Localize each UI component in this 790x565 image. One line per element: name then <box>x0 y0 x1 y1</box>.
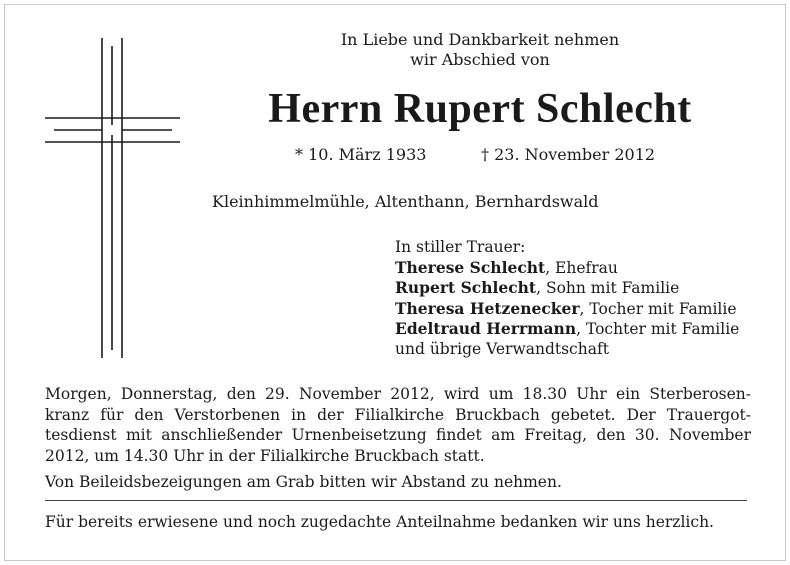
life-dates <box>295 145 695 165</box>
announcement-paragraph <box>45 384 751 466</box>
condolence-note: Von Beileidsbezeigungen am Grab bitten wir Abstand zu nehmen. <box>45 473 562 491</box>
mourner-name: Rupert Schlecht <box>395 278 537 297</box>
announcement-line: kranz für den Verstorbenen in der Filialkirche Bruckbach gebetet. Der Trauergot- <box>45 405 751 424</box>
mourner-relation: , Tochter mit Familie <box>576 320 740 338</box>
mourner-entry <box>395 319 765 340</box>
announcement-line: 2012, um 14.30 Uhr in der Filialkirche Bruckbach statt. <box>45 446 485 465</box>
mourners-block <box>395 238 765 359</box>
mourner-relation: , Ehefrau <box>545 258 618 277</box>
divider <box>45 500 747 501</box>
mourner-entry <box>395 278 765 299</box>
mourner-name: Therese Schlecht <box>395 257 546 277</box>
birth-date: * 10. März 1933 <box>295 145 427 164</box>
cross-icon <box>40 38 180 358</box>
mourner-relation: , Sohn mit Familie <box>536 279 680 297</box>
thanks-text: Für bereits erwiesene und noch zugedachte Anteilnahme bedanken wir uns herzlich. <box>45 513 714 531</box>
mourner-name: Edeltraud Herrmann <box>395 319 577 338</box>
announcement-line: Morgen, Donnerstag, den 29. November 2012, wird um 18.30 Uhr ein Sterberosen- <box>45 385 751 403</box>
intro-line: In Liebe und Dankbarkeit nehmen <box>340 30 620 49</box>
intro-text <box>235 30 725 70</box>
mourner-name: Theresa Hetzenecker <box>395 298 580 318</box>
mourners-heading: In stiller Trauer: <box>395 238 526 256</box>
mourner-entry <box>395 299 765 320</box>
intro-line: wir Abschied von <box>410 50 550 69</box>
deceased-name: Herrn Rupert Schlecht <box>268 86 692 132</box>
mourners-closing: und übrige Verwandtschaft <box>395 339 609 358</box>
places: Kleinhimmelmühle, Altenthann, Bernhardswald <box>212 192 599 211</box>
mourner-relation: , Tocher mit Familie <box>579 299 737 318</box>
death-date: † 23. November 2012 <box>481 145 656 164</box>
mourner-entry <box>395 258 765 279</box>
announcement-line: tesdienst mit anschließender Urnenbeisetzung findet am Freitag, den 30. November <box>45 426 751 444</box>
